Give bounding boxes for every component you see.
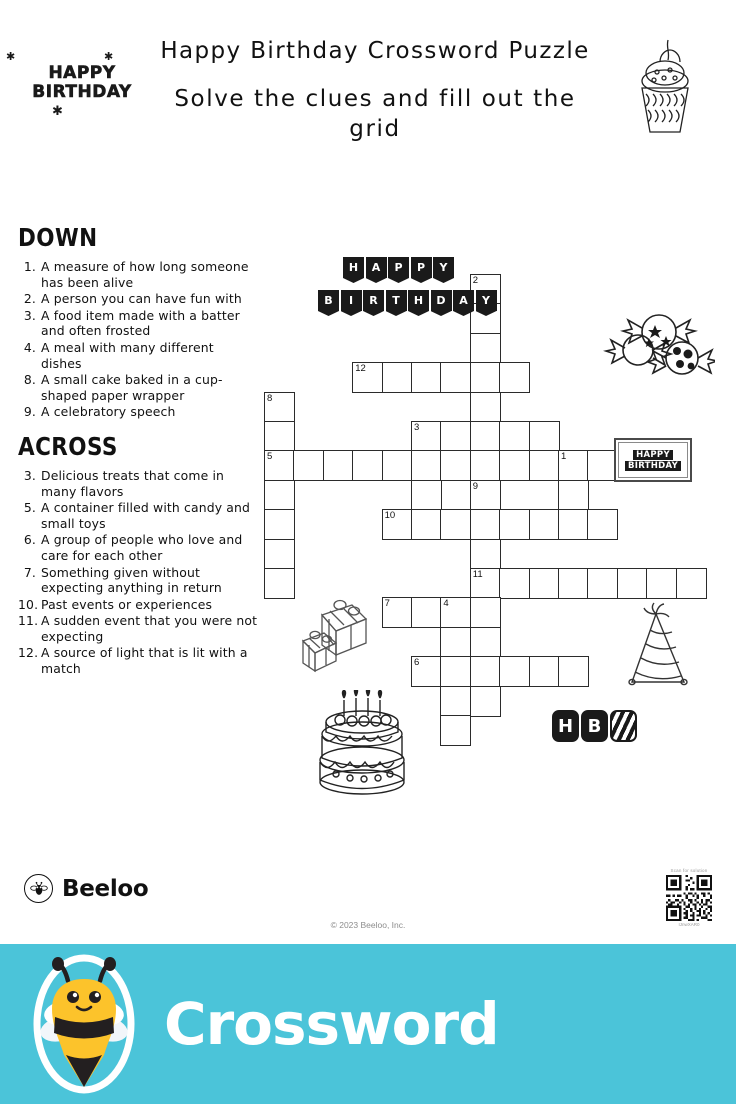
clue-text: A source of light that is lit with a match xyxy=(41,645,248,677)
grid-cell[interactable] xyxy=(470,597,501,628)
pennant-letter: P xyxy=(411,257,432,278)
grid-cell[interactable] xyxy=(264,450,295,481)
grid-cell[interactable] xyxy=(587,509,618,540)
card-line-2: BIRTHDAY xyxy=(625,461,681,471)
grid-cell[interactable] xyxy=(470,509,501,540)
clue-number: 12. xyxy=(18,645,39,661)
grid-cell[interactable] xyxy=(264,392,295,423)
across-clues-block xyxy=(18,431,258,677)
hbd-letter: H xyxy=(552,710,579,742)
clue-item xyxy=(18,340,258,371)
title-block xyxy=(150,36,600,144)
bee-pencil-icon xyxy=(32,949,136,1099)
clue-item xyxy=(18,500,258,531)
hbd-letters-icon xyxy=(552,710,637,742)
pennant-letter: H xyxy=(408,290,429,311)
pennant-letter: Y xyxy=(476,290,497,311)
grid-cell[interactable] xyxy=(293,450,324,481)
clue-number: 5. xyxy=(23,500,36,516)
clue-item xyxy=(18,565,258,596)
grid-cell[interactable] xyxy=(382,597,413,628)
cupcake-icon xyxy=(622,36,708,136)
grid-cell[interactable] xyxy=(440,597,471,628)
clue-number: 11. xyxy=(18,613,39,629)
grid-cell[interactable] xyxy=(264,421,295,452)
brand-name: Beeloo xyxy=(62,875,149,902)
happy-pennant-banner xyxy=(343,257,454,278)
clue-number: 7. xyxy=(23,564,36,580)
happy-birthday-badge xyxy=(22,48,142,118)
clue-number: 3. xyxy=(23,467,36,483)
badge-line-1: HAPPY xyxy=(48,63,116,83)
clue-item xyxy=(18,308,258,339)
clue-text: A sudden event that you were not expecting xyxy=(41,613,258,644)
grid-cell[interactable] xyxy=(264,568,295,599)
sparkle-icon: ✱ xyxy=(104,51,114,63)
hbd-letter: B xyxy=(581,710,608,742)
grid-cell[interactable] xyxy=(411,480,442,511)
clue-text: A person you can have fun with xyxy=(41,291,242,307)
qr-label: Scan for solution xyxy=(670,868,708,873)
clue-text: A small cake baked in a cup-shaped paper wrapper xyxy=(41,372,223,403)
grid-cell[interactable] xyxy=(558,450,589,481)
clue-item xyxy=(18,372,258,403)
pennant-letter: D xyxy=(431,290,452,311)
grid-cell[interactable] xyxy=(411,421,442,452)
banner-title: Crossword xyxy=(164,990,499,1058)
pennant-letter: A xyxy=(366,257,387,278)
clue-text: Delicious treats that come in many flavors xyxy=(41,467,225,499)
grid-cell[interactable] xyxy=(264,509,295,540)
clue-item xyxy=(18,532,258,563)
cell-number: 5 xyxy=(267,451,273,463)
clue-text: A container filled with candy and small toys xyxy=(41,500,251,531)
down-clues-list xyxy=(18,259,258,420)
badge-line-2: BIRTHDAY xyxy=(32,82,132,102)
copyright-text: © 2023 Beeloo, Inc. xyxy=(330,920,406,930)
grid-cell[interactable] xyxy=(587,568,618,599)
clue-number: 4. xyxy=(23,339,36,355)
cell-number: 11 xyxy=(472,569,483,580)
page-title: Happy Birthday Crossword Puzzle xyxy=(160,38,590,64)
pennant-letter: R xyxy=(363,290,384,311)
cell-number: 4 xyxy=(443,598,449,610)
grid-cell[interactable] xyxy=(411,362,442,393)
grid-cell[interactable] xyxy=(529,656,560,687)
sparkle-icon: ✱ xyxy=(52,103,63,118)
grid-cell[interactable] xyxy=(440,421,471,452)
grid-cell[interactable] xyxy=(382,509,413,540)
clue-number: 10. xyxy=(18,596,39,612)
cell-number: 12 xyxy=(355,363,366,375)
clue-number: 2. xyxy=(23,291,36,307)
grid-cell[interactable] xyxy=(264,539,295,570)
cell-number: 3 xyxy=(414,422,420,433)
grid-cell[interactable] xyxy=(470,539,501,570)
grid-cell[interactable] xyxy=(558,509,589,540)
grid-cell[interactable] xyxy=(470,392,501,423)
grid-cell[interactable] xyxy=(558,568,589,599)
grid-cell[interactable] xyxy=(323,450,354,481)
clue-number: 3. xyxy=(23,307,36,323)
cell-number: 9 xyxy=(472,480,479,492)
page-subtitle: Solve the clues and fill out the grid xyxy=(174,86,576,142)
clue-number: 9. xyxy=(23,404,36,420)
clue-item xyxy=(18,291,258,307)
grid-cell[interactable] xyxy=(470,421,501,452)
pennant-letter: I xyxy=(341,290,362,311)
grid-cell[interactable] xyxy=(440,362,471,393)
pennant-letter: Y xyxy=(433,257,454,278)
birthday-card-icon xyxy=(614,438,692,482)
grid-cell[interactable] xyxy=(499,656,530,687)
hbd-letter xyxy=(610,710,637,742)
party-hat-icon xyxy=(620,598,690,698)
grid-cell[interactable] xyxy=(470,568,501,599)
birthday-pennant-banner xyxy=(318,290,497,311)
clue-number: 1. xyxy=(23,259,36,274)
cell-number: 2 xyxy=(472,275,479,286)
grid-cell[interactable] xyxy=(470,333,501,364)
qr-code-icon[interactable] xyxy=(666,875,712,921)
grid-cell[interactable] xyxy=(470,686,501,717)
grid-cell[interactable] xyxy=(440,450,471,481)
grid-cell[interactable] xyxy=(676,568,707,599)
grid-cell[interactable] xyxy=(499,568,530,599)
grid-cell[interactable] xyxy=(440,509,471,540)
grid-cell[interactable] xyxy=(558,656,589,687)
clue-item xyxy=(18,404,258,420)
qr-block xyxy=(660,868,718,927)
birthday-cake-icon xyxy=(308,690,418,805)
grid-cell[interactable] xyxy=(470,450,501,481)
grid-cell[interactable] xyxy=(411,656,442,687)
page-footer xyxy=(0,860,736,944)
clues-panel xyxy=(18,225,258,678)
grid-cell[interactable] xyxy=(470,627,501,658)
grid-cell[interactable] xyxy=(529,568,560,599)
cell-number: 7 xyxy=(384,598,390,610)
candy-icon xyxy=(585,310,715,400)
grid-cell[interactable] xyxy=(352,450,383,481)
grid-cell[interactable] xyxy=(411,597,442,628)
pennant-letter: T xyxy=(386,290,407,311)
grid-cell[interactable] xyxy=(411,450,442,481)
card-line-1: HAPPY xyxy=(633,450,673,460)
clue-number: 8. xyxy=(23,372,36,388)
grid-cell[interactable] xyxy=(382,362,413,393)
grid-cell[interactable] xyxy=(470,480,501,511)
cell-number: 6 xyxy=(414,657,420,669)
clue-text: A celebratory speech xyxy=(41,404,176,420)
grid-cell[interactable] xyxy=(352,362,383,393)
clue-text: A meal with many different dishes xyxy=(41,339,214,371)
grid-cell[interactable] xyxy=(617,568,648,599)
grid-cell[interactable] xyxy=(529,509,560,540)
clue-item xyxy=(18,597,258,613)
sparkle-icon: ✱ xyxy=(6,51,16,63)
grid-cell[interactable] xyxy=(499,421,530,452)
cell-number: 10 xyxy=(384,510,396,522)
clue-item xyxy=(18,613,258,644)
page-header xyxy=(0,0,736,160)
cell-number: 1 xyxy=(561,451,567,463)
clue-item xyxy=(18,468,258,499)
bottom-banner xyxy=(0,944,736,1104)
grid-cell[interactable] xyxy=(382,450,413,481)
grid-cell[interactable] xyxy=(264,480,295,511)
clue-item xyxy=(18,645,258,676)
gift-boxes-icon xyxy=(300,595,378,678)
clue-text: Past events or experiences xyxy=(41,596,213,612)
grid-cell[interactable] xyxy=(529,450,560,481)
clue-text: A food item made with a batter and often frosted xyxy=(41,307,240,339)
grid-cell[interactable] xyxy=(470,362,501,393)
grid-cell[interactable] xyxy=(440,627,471,658)
grid-cell[interactable] xyxy=(440,686,471,717)
across-clues-list xyxy=(18,468,258,677)
grid-cell[interactable] xyxy=(470,656,501,687)
clue-number: 6. xyxy=(23,532,36,548)
grid-cell[interactable] xyxy=(440,715,471,746)
grid-cell[interactable] xyxy=(440,656,471,687)
pennant-letter: H xyxy=(343,257,364,278)
grid-cell[interactable] xyxy=(558,480,589,511)
grid-cell[interactable] xyxy=(499,509,530,540)
beeloo-logo xyxy=(24,874,148,903)
down-clues-block xyxy=(18,225,258,420)
clue-item xyxy=(18,259,258,290)
grid-cell[interactable] xyxy=(529,421,560,452)
pennant-letter: B xyxy=(318,290,339,311)
grid-cell[interactable] xyxy=(646,568,677,599)
grid-cell[interactable] xyxy=(499,450,530,481)
grid-cell[interactable] xyxy=(499,362,530,393)
clue-text: A measure of how long someone has been alive xyxy=(41,259,249,290)
down-heading: DOWN xyxy=(18,223,98,252)
pennant-letter: A xyxy=(453,290,474,311)
clue-text: Something given without expecting anything in return xyxy=(41,564,222,596)
clue-text: A group of people who love and care for each other xyxy=(41,532,243,563)
qr-id-text: IJnwXAR0 xyxy=(678,922,700,927)
cell-number: 8 xyxy=(267,392,273,404)
bee-logo-icon xyxy=(24,874,53,903)
across-heading: ACROSS xyxy=(18,431,118,461)
pennant-letter: P xyxy=(388,257,409,278)
grid-cell[interactable] xyxy=(411,509,442,540)
